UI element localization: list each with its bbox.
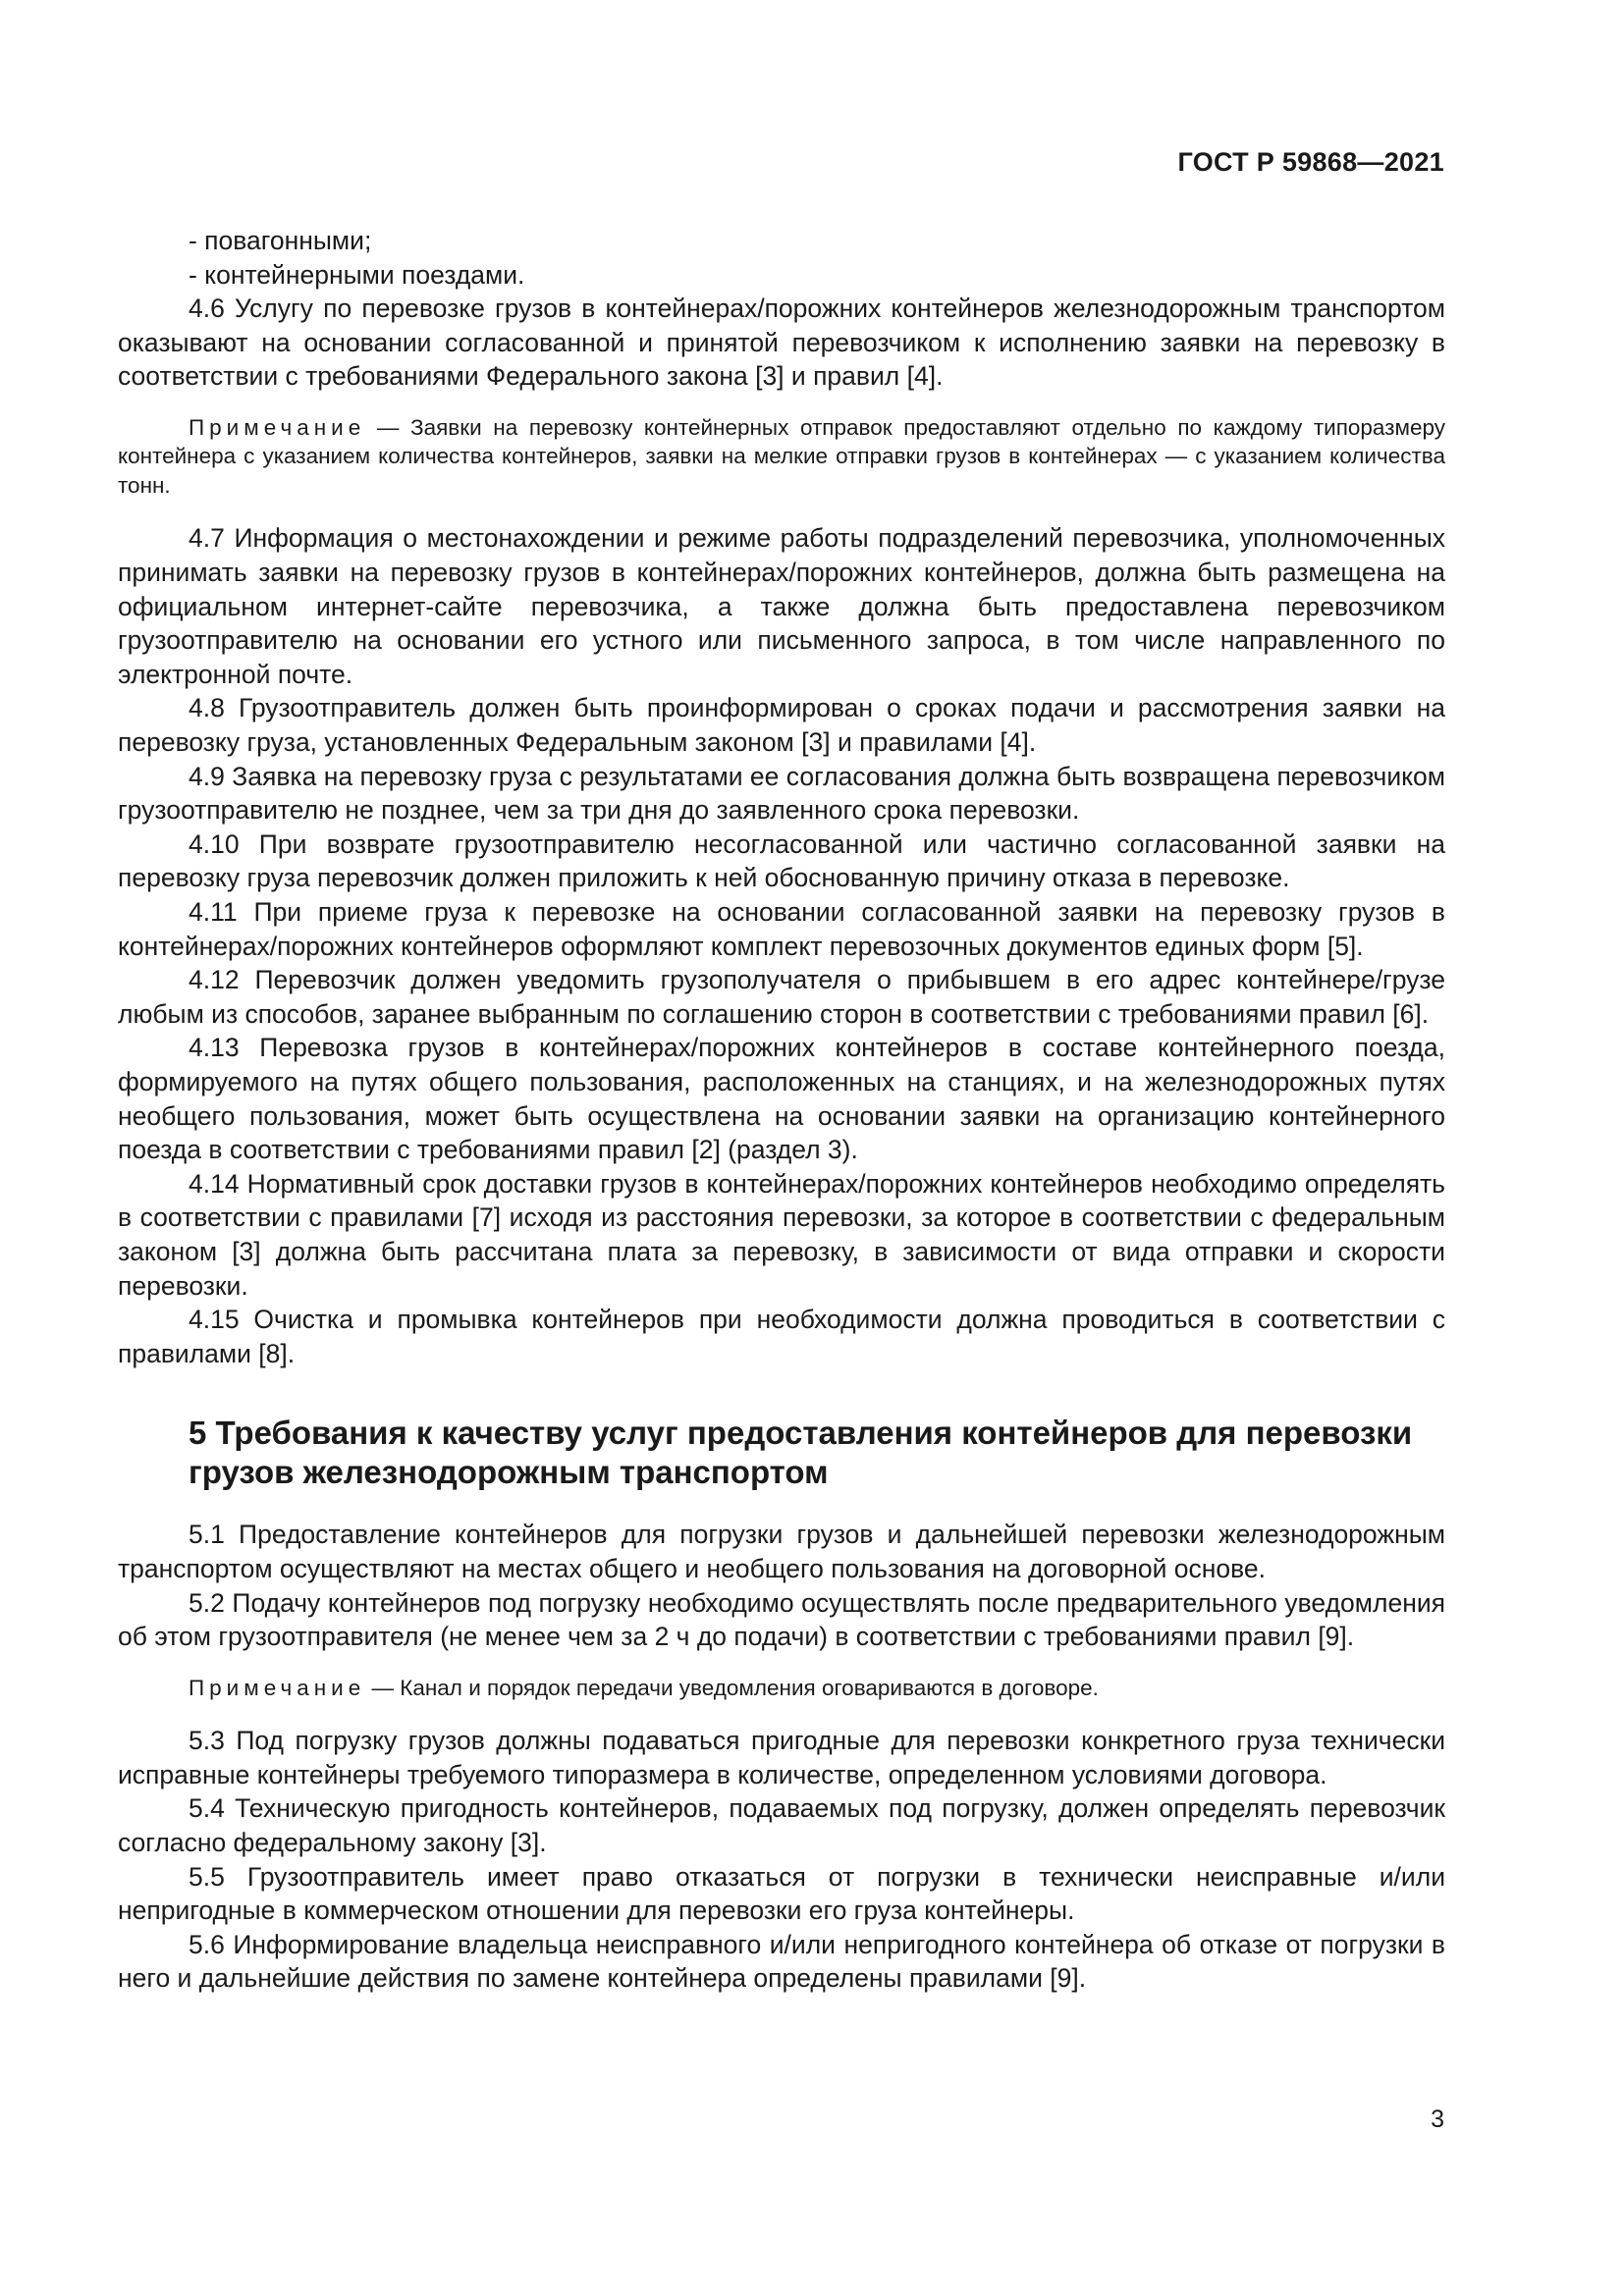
note-label: Примечание — [189, 414, 366, 440]
paragraph-4-14: 4.14 Нормативный срок доставки грузов в контейнерах/порожних контейнеров необходимо определять в соответствии с правилами [7] исходя из расстояния перевозки, за которое в соответствии с федеральным законом [3] должна быть рассчитана плата за перевозку, в зависимости от вида отправки и скорости перевозки. — [118, 1168, 1445, 1301]
paragraph-4-6: 4.6 Услугу по перевозке грузов в контейнерах/порожних контейнеров железнодорожным транспортом оказывают на основании согласованной и принятой перевозчиком к исполнению заявки на перевозку в соответствии с требованиями Федерального закона [3] и правил [4]. — [118, 294, 1445, 392]
paragraph-5-1: 5.1 Предоставление контейнеров для погрузки грузов и дальнейшей перевозки железнодорожным транспортом осуществляют на местах общего и необщего пользования на договорной основе. — [118, 1520, 1445, 1583]
paragraph-5-3: 5.3 Под погрузку грузов должны подаваться пригодные для перевозки конкретного груза технически исправные контейнеры требуемого типоразмера в количестве, определенном условиями договора. — [118, 1726, 1445, 1789]
paragraph-5-2: 5.2 Подачу контейнеров под погрузку необходимо осуществлять после предварительного уведомления об этом грузоотправителя (не менее чем за 2 ч до подачи) в соответствии с требованиями правил [9]. — [118, 1587, 1445, 1652]
paragraph-4-9: 4.9 Заявка на перевозку груза с результатами ее согласования должна быть возвращена перевозчиком грузоотправителю не позднее, чем за три дня до заявленного срока перевозки. — [118, 761, 1445, 826]
page-number: 3 — [1431, 2106, 1444, 2133]
paragraph-5-4: 5.4 Техническую пригодность контейнеров, подаваемых под погрузку, должен определять перевозчик согласно федеральному закону [3]. — [118, 1793, 1445, 1857]
paragraph-4-7: 4.7 Информация о местонахождении и режиме работы подразделений перевозчика, уполномоченных принимать заявки на перевозку грузов в контейнерах/порожних контейнеров, должна быть размещена на официальном интернет-сайте перевозчика, а также должна быть предоставлена перевозчиком грузоотправителю на основании его устного или письменного запроса, в том числе направленного по электронной почте. — [118, 523, 1445, 689]
list-item: - контейнерными поездами. — [189, 259, 525, 290]
standard-designation: ГОСТ Р 59868—2021 — [1177, 147, 1444, 177]
note-label: Примечание — [189, 1675, 366, 1700]
paragraph-4-15: 4.15 Очистка и промывка контейнеров при необходимости должна проводиться в соответствии с правилами [8]. — [118, 1305, 1445, 1368]
document-body — [118, 224, 1445, 1996]
note-4-6 — [118, 413, 1445, 501]
paragraph-4-8: 4.8 Грузоотправитель должен быть проинформирован о сроках подачи и рассмотрения заявки на перевозку груза, установленных Федеральным законом [3] и правилами [4]. — [118, 693, 1445, 758]
paragraph-5-6: 5.6 Информирование владельца неисправного и/или непригодного контейнера об отказе от погрузки в него и дальнейшие действия по замене контейнера определены правилами [9]. — [118, 1929, 1445, 1994]
note-text: Заявки на перевозку контейнерных отправок предоставляют отдельно по каждому типоразмеру контейнера с указанием количества контейнеров, заявки на мелкие отправки грузов в контейнерах — с указанием количества тонн. — [118, 414, 1445, 498]
paragraph-4-10: 4.10 При возврате грузоотправителю несогласованной или частично согласованной заявки на перевозку груза перевозчик должен приложить к ней обоснованную причину отказа в перевозке. — [118, 828, 1445, 893]
section-5-heading: 5 Требования к качеству услуг предоставления контейнеров для перевозки грузов железнодорожным транспортом — [189, 1415, 1413, 1491]
note-dash: — — [365, 1675, 401, 1700]
paragraph-4-13: 4.13 Перевозка грузов в контейнерах/порожних контейнеров в составе контейнерного поезда, формируемого на путях общего пользования, расположенных на станциях, и на железнодорожных путях необщего пользования, может быть осуществлена на основании заявки на организацию контейнерного поезда в соответствии с требованиями правил [2] (раздел 3). — [118, 1033, 1445, 1165]
note-5-2 — [118, 1674, 1445, 1703]
note-dash: — — [365, 414, 411, 440]
note-text: Канал и порядок передачи уведомления оговариваются в договоре. — [400, 1675, 1099, 1700]
paragraph-5-5: 5.5 Грузоотправитель имеет право отказаться от погрузки в технически неисправные и/или непригодные в коммерческом отношении для перевозки его груза контейнеры. — [118, 1861, 1445, 1926]
paragraph-4-12: 4.12 Перевозчик должен уведомить грузополучателя о прибывшем в его адрес контейнере/грузе любым из способов, заранее выбранным по соглашению сторон в соответствии с требованиями правил [6]. — [118, 965, 1445, 1029]
list-item: - повагонными; — [189, 226, 372, 255]
paragraph-4-11: 4.11 При приеме груза к перевозке на основании согласованной заявки на перевозку грузов в контейнерах/порожних контейнеров оформляют комплект перевозочных документов единых форм [5]. — [118, 897, 1445, 961]
